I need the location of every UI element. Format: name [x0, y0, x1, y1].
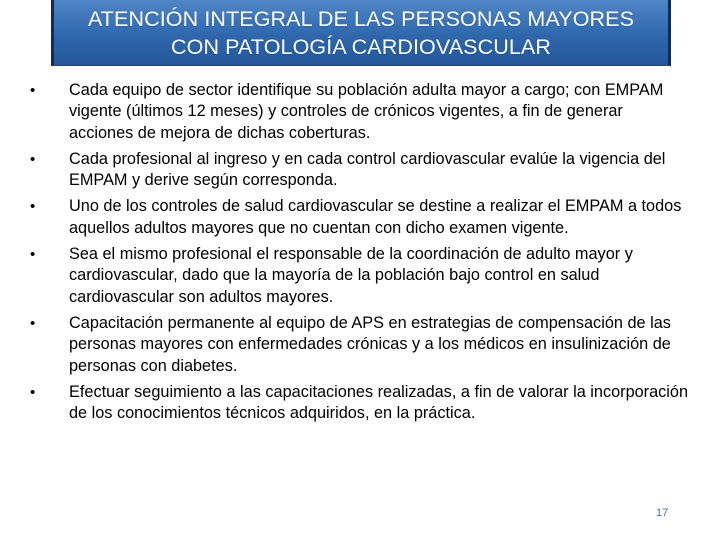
bullet-text-1: Cada equipo de sector identifique su población adulta mayor a cargo; con EMPAM vigente (últimos 12 meses) y controles de crónicos vigentes, a fin de generar acciones de mejora de dichas coberturas.	[69, 81, 664, 142]
bullet-text-2: Cada profesional al ingreso y en cada control cardiovascular evalúe la vigencia del EMPAM y derive según corresponda.	[69, 149, 666, 190]
bullet-item-2	[30, 149, 690, 192]
bullet-list	[30, 80, 690, 429]
bullet-text-3: Uno de los controles de salud cardiovascular se destine a realizar el EMPAM a todos aquellos adultos mayores que no cuentan con dicho examen vigente.	[69, 197, 682, 237]
bullet-text-4: Sea el mismo profesional el responsable de la coordinación de adulto mayor y cardiovascular, dado que la mayoría de la población bajo control en salud cardiovascular son adultos mayores.	[69, 245, 633, 306]
bullet-item-1	[30, 80, 690, 144]
bullet-dot-icon: •	[30, 246, 36, 264]
bullet-text-5: Capacitación permanente al equipo de APS en estrategias de compensación de las personas mayores con enfermedades crónicas y a los médicos en insulinización de personas con diabetes.	[69, 313, 671, 375]
slide-title-banner	[51, 0, 671, 66]
slide-title-line-2: CON PATOLOGÍA CARDIOVASCULAR	[171, 34, 551, 59]
bullet-dot-icon: •	[30, 314, 36, 332]
slide-title-line-1: ATENCIÓN INTEGRAL DE LAS PERSONAS MAYORES	[87, 6, 635, 31]
bullet-item-5	[30, 313, 690, 377]
bullet-item-3	[30, 196, 690, 239]
bullet-dot-icon: •	[30, 383, 36, 401]
slide-page-number: 17	[656, 507, 669, 519]
bullet-text-6: Efectuar seguimiento a las capacitaciones realizadas, a fin de valorar la incorporación de los conocimientos técnicos adquiridos, en la práctica.	[69, 382, 689, 423]
bullet-item-6	[30, 382, 690, 425]
bullet-dot-icon: •	[30, 150, 36, 168]
bullet-item-4	[30, 244, 690, 308]
bullet-dot-icon: •	[30, 198, 36, 216]
bullet-dot-icon: •	[30, 82, 36, 99]
